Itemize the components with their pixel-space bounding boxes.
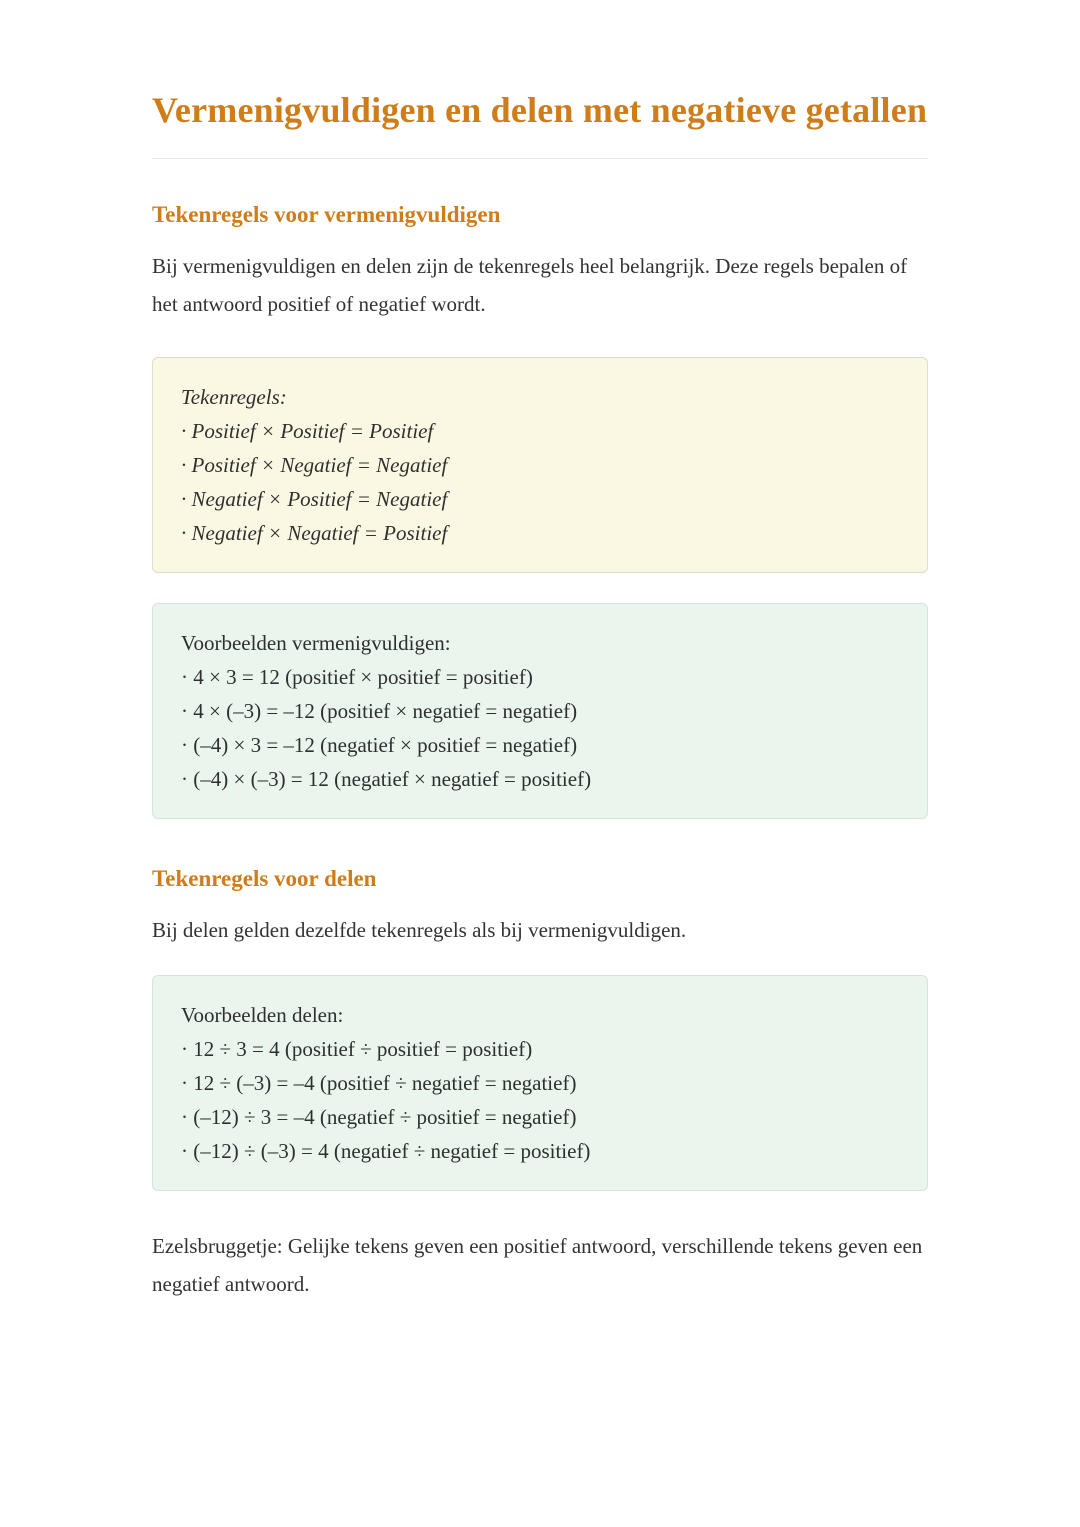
box-list-item: · (–12) ÷ 3 = –4 (negatief ÷ positief = negatief): [181, 1105, 577, 1129]
intro-paragraph-division: Bij delen gelden dezelfde tekenregels als bij vermenigvuldigen.: [152, 918, 687, 942]
multiplication-examples-title: Voorbeelden vermenigvuldigen:: [181, 631, 451, 655]
intro-paragraph-multiplication: Bij vermenigvuldigen en delen zijn de tekenregels heel belangrijk. Deze regels bepalen of het antwoord positief of negatief wordt.: [152, 254, 908, 316]
box-list-item: · Positief × Positief = Positief: [181, 419, 434, 443]
division-examples-title: Voorbeelden delen:: [181, 1003, 344, 1027]
title-divider: [152, 158, 928, 159]
mnemonic-paragraph: Ezelsbruggetje: Gelijke tekens geven een positief antwoord, verschillende tekens geven een negatief antwoord.: [152, 1234, 923, 1296]
division-examples-list: [181, 1032, 899, 1168]
box-list-item: · 12 ÷ 3 = 4 (positief ÷ positief = positief): [181, 1037, 533, 1061]
box-list-item: · Positief × Negatief = Negatief: [181, 453, 448, 477]
box-list-item: · (–12) ÷ (–3) = 4 (negatief ÷ negatief = positief): [181, 1139, 591, 1163]
box-list-item: · Negatief × Positief = Negatief: [181, 487, 448, 511]
box-list-item: · (–4) × 3 = –12 (negatief × positief = negatief): [181, 733, 578, 757]
section-heading-division: Tekenregels voor delen: [152, 866, 377, 891]
sign-rules-box: [152, 357, 928, 573]
box-list-item: · (–4) × (–3) = 12 (negatief × negatief = positief): [181, 767, 592, 791]
division-examples-box: [152, 975, 928, 1191]
rules-box-title: Tekenregels:: [181, 385, 287, 409]
content-column: [152, 0, 928, 1303]
box-list-item: · 12 ÷ (–3) = –4 (positief ÷ negatief = negatief): [181, 1071, 577, 1095]
page-title: Vermenigvuldigen en delen met negatieve getallen: [152, 90, 928, 130]
box-list-item: · Negatief × Negatief = Positief: [181, 521, 448, 545]
multiplication-examples-box: [152, 603, 928, 819]
section-heading-multiplication: Tekenregels voor vermenigvuldigen: [152, 202, 501, 227]
box-list-item: · 4 × (–3) = –12 (positief × negatief = negatief): [181, 699, 578, 723]
rules-box-list: [181, 414, 899, 550]
multiplication-examples-list: [181, 660, 899, 796]
box-list-item: · 4 × 3 = 12 (positief × positief = positief): [181, 665, 533, 689]
